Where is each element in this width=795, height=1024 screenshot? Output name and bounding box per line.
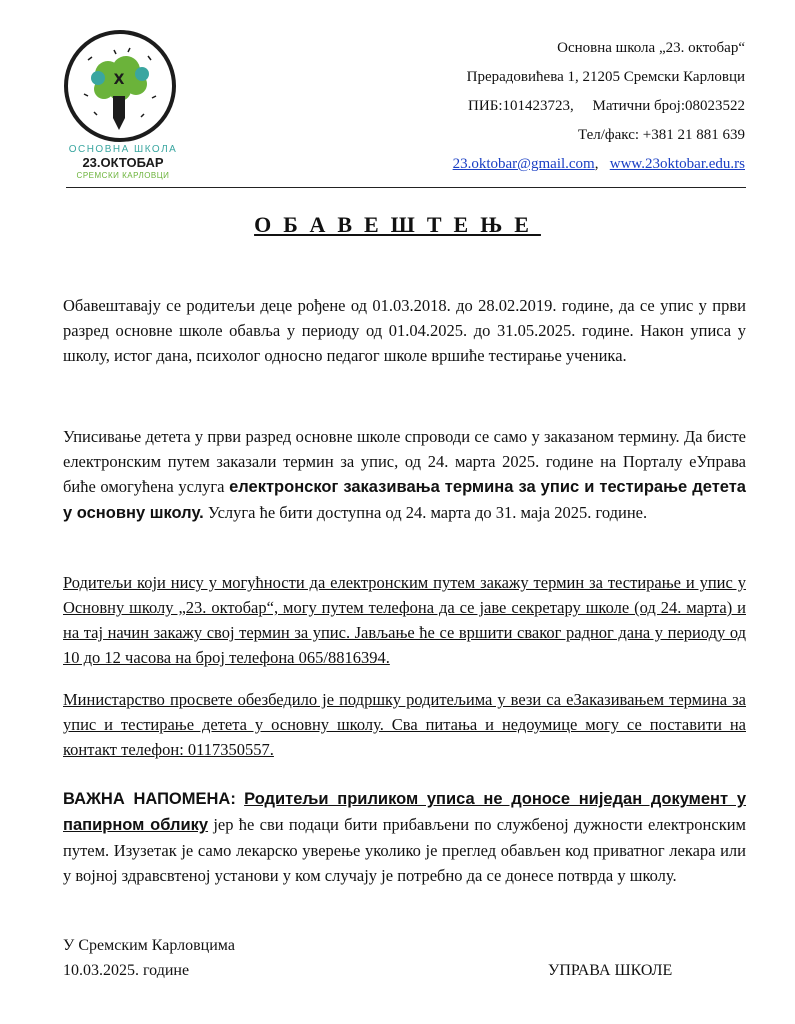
logo-line-2: 23.ОКТОБАР [82, 155, 164, 170]
logo-line-1: ОСНОВНА ШКОЛА [68, 144, 178, 155]
paragraph-phone-booking: Родитељи који нису у могућности да електронским путем закажу термин за тестирање и упис у Основну школу „23. октобар“, могу путем телефона да се јаве секретару школе (од 24. марта) и на тај начин закажу свој термин за упис. Јављање ће се вршити сваког радног дана у периоду од 10 до 12 часова на број телефона 065/8816394. [63, 573, 746, 667]
document-title: ОБАВЕШТЕЊЕ [254, 212, 541, 237]
paragraph-ministry-support: Министарство просвете обезбедило је подршку родитељима у вези са еЗаказивањем термина за упис и тестирање детета у основну школу. Сва питања и недоумице могу се поставити на контакт телефон: 0117350557. [63, 690, 746, 759]
logo-line-3: СРЕМСКИ КАРЛОВЦИ [76, 171, 170, 180]
logo-emblem-icon [64, 30, 176, 142]
email-link[interactable]: 23.oktobar@gmail.com [452, 156, 595, 172]
footer-place: У Сремским Карловцима [63, 937, 235, 954]
school-name: Основна школа „23. октобар“ [557, 40, 745, 56]
important-note-label: ВАЖНА НАПОМЕНА: [63, 790, 236, 808]
paragraph-eportal-text-1: Уписивање детета у први разред основне школе спроводи се само у заказаном термину. Да бисте електронским путем заказали термин за упис, од 24. марта 2025. године на Порталу еУправа биће омогућена услуга [63, 427, 746, 496]
contact-links [453, 150, 745, 179]
paragraph-eportal-service: електронског заказивања термина за упис и тестирање детета у основну школу. [63, 478, 746, 522]
school-phone: Тел/факс: +381 21 881 639 [578, 127, 745, 143]
important-note-text: јер ће сви подаци бити прибављени по службеној дужности електронским путем. Изузетак је само лекарско уверење уколико је преглед обављен код приватног лекара или у војној здравсвтеној установи у ком случају је потребно да се донесе потврда у школу. [63, 815, 747, 885]
school-address: Прерадовићева 1, 21205 Сремски Карловци [466, 69, 745, 85]
paragraph-eportal [63, 424, 746, 526]
paragraph-important-note [63, 786, 746, 888]
school-ids: ПИБ:101423723, Матични број:08023522 [468, 98, 745, 114]
important-note-underlined: Родитељи приликом уписа не доносе ниједан документ у папирном облику [63, 790, 746, 834]
footer-signature: УПРАВА ШКОЛЕ [548, 962, 673, 979]
important-note-space [236, 789, 244, 808]
footer-place-date [63, 933, 235, 983]
paragraph-enrollment-period: Обавештавају се родитељи деце рођене од 01.03.2018. до 28.02.2019. године, да се упис у први разред основне школе обавља у периоду од 01.04.2025. до 31.05.2025. године. Након уписа у школу, истог дана, психолог односно педагог школе вршиће тестирање ученика. [63, 296, 746, 365]
footer-date: 10.03.2025. године [63, 962, 190, 979]
paragraph-eportal-text-2: Услуга ће бити доступна од 24. марта до 31. маја 2025. године. [203, 503, 648, 522]
school-logo [58, 30, 192, 180]
contact-separator: , [594, 156, 610, 172]
website-link[interactable]: www.23oktobar.edu.rs [609, 156, 745, 172]
header-divider [66, 187, 746, 188]
letterhead [453, 34, 745, 179]
svg-text:Х: Х [113, 72, 125, 88]
